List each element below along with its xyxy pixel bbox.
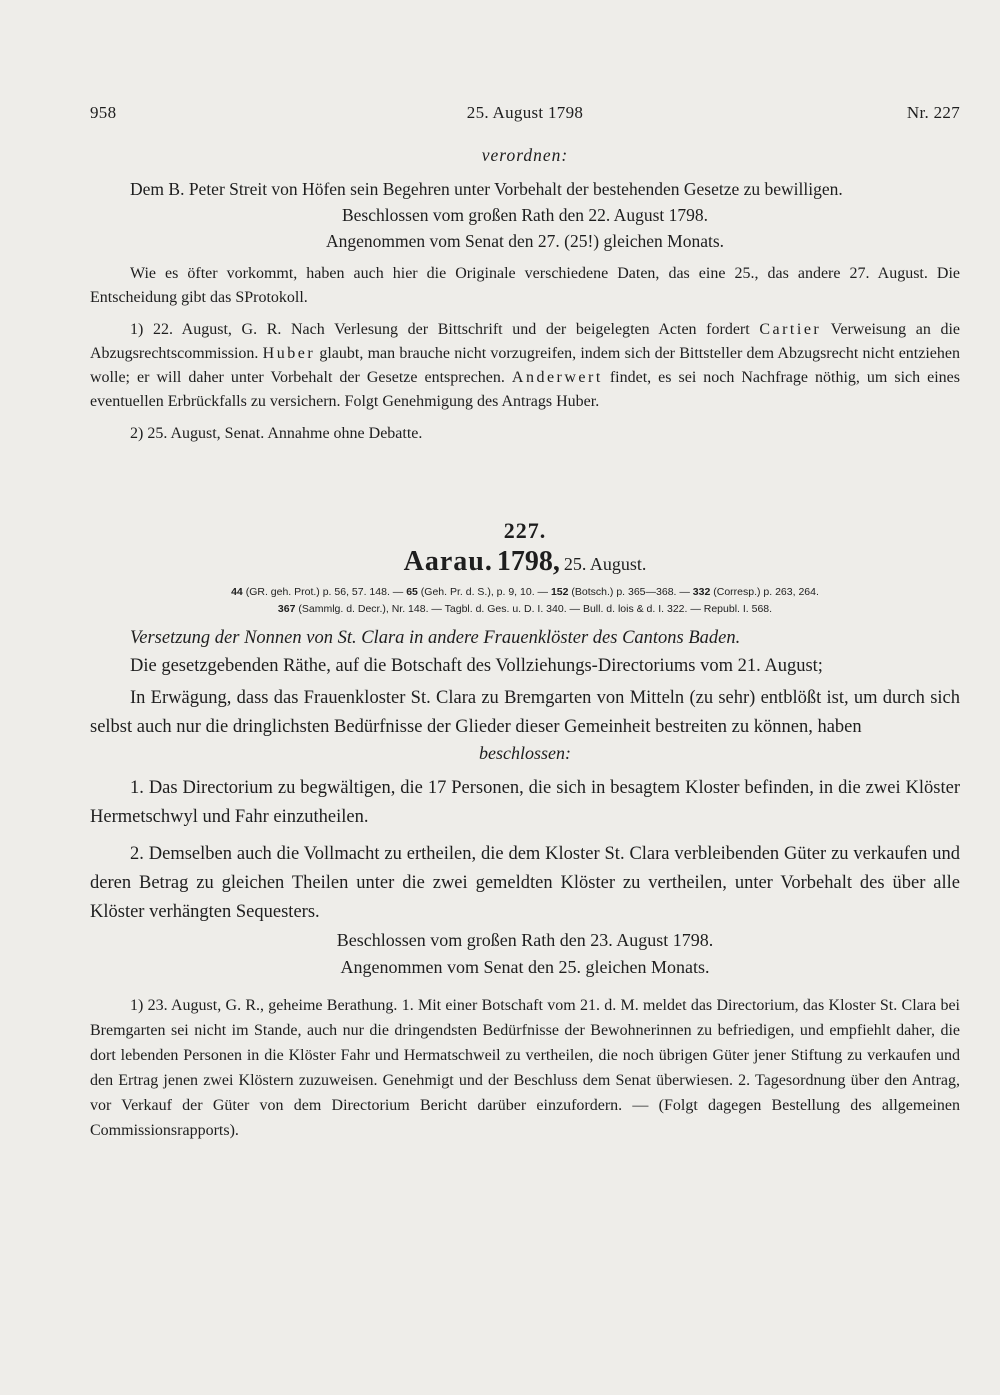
sources-line-2 bbox=[90, 601, 960, 618]
source-number: 152 bbox=[550, 586, 569, 598]
speaker-cartier: Cartier bbox=[759, 321, 822, 338]
footnote-doc-227: 1) 23. August, G. R., geheime Berathung. 1. Mit einer Botschaft vom 21. d. M. meldet das Directorium, das Kloster St. Clara bei Bremgarten sei nicht im Stande, auch nur die dringendsten Bedürfnisse der Bewohnerinnen zu befriedigen, und empfiehlt daher, die dort lebenden Personen in die Klöster Fahr und Hermatschweil zu vertheilen, die noch übrigen Güter jener Stiftung zu verkaufen und den Ertrag jenen zwei Klöstern zuzuweisen. Genehmigt und der Beschluss dem Senat überwiesen. 2. Tagesordnung über den Antrag, vor Verkauf der Güter von dem Directorium Bericht darüber einzufordern. — (Folgt dagegen Bestellung des allgemeinen Commissionsrapports). bbox=[90, 997, 960, 1139]
article-1: 1. Das Directorium zu begwältigen, die 17 Personen, die sich in besagtem Kloster befinden, in die zwei Klöster Hermetschwyl und Fahr einzutheilen. bbox=[90, 778, 960, 827]
beschlossen-line: Beschlossen vom großen Rath den 22. August 1798. bbox=[341, 205, 708, 225]
speaker-anderwert: Anderwert bbox=[511, 369, 603, 386]
day-month: 25. August. bbox=[563, 554, 647, 574]
footnote-2: 2) 25. August, Senat. Annahme ohne Debatte. bbox=[130, 425, 423, 442]
beschlossen-label: beschlossen: bbox=[479, 743, 571, 763]
previous-document-end bbox=[90, 142, 960, 446]
source-number: 332 bbox=[692, 586, 711, 598]
angenommen-line: Angenommen vom Senat den 27. (25!) gleichen Monats. bbox=[325, 231, 725, 251]
source-reference: (Sammlg. d. Decr.), Nr. 148. — Tagbl. d. Ges. u. D. I. 340. — Bull. d. lois & d. I. 322. — Republ. I. 568. bbox=[295, 603, 773, 615]
verordnen-label: verordnen: bbox=[481, 145, 569, 165]
beschlossen-line-2: Beschlossen vom großen Rath den 23. August 1798. bbox=[336, 930, 714, 950]
footnote-1: 1) 22. August, G. R. Nach Verlesung der Bittschrift und der beigelegten Acten fordert Cartier Verweisung an die Abzugsrechtscommission. Huber glaubt, man brauche nicht vorzugreifen, indem sich der Bittsteller dem Abzugsrecht nicht entziehen wolle; er will daher unter Vorbehalt der Gesetze entsprechen. Anderwert findet, es sei noch Nachfrage nöthig, um sich eines eventuellen Erbrückfalls zu versichern. Folgt Genehmigung des Antrags Huber. bbox=[90, 321, 961, 410]
sources-line-1 bbox=[90, 584, 960, 601]
page-header bbox=[90, 103, 960, 127]
article-2: 2. Demselben auch die Vollmacht zu ertheilen, die dem Kloster St. Clara verbleibenden Güter zu verkaufen und deren Betrag zu gleichen Theilen unter die zwei gemeldten Klöster zu vertheilen, unter Vorbehalt des über alle Klöster verhängten Sequesters. bbox=[90, 844, 960, 922]
header-document-number: Nr. 227 bbox=[906, 103, 960, 122]
dateline bbox=[90, 546, 960, 578]
speaker-huber: Huber bbox=[262, 345, 316, 362]
document-number: 227. bbox=[503, 518, 547, 543]
editorial-note: Wie es öfter vorkommt, haben auch hier die Originale verschiedene Daten, das eine 25., das andere 27. August. Die Entscheidung gibt das SProtokoll. bbox=[90, 265, 960, 306]
source-reference: (Corresp.) p. 263, 264. bbox=[710, 586, 819, 598]
year: 1798, bbox=[496, 546, 560, 577]
angenommen-line-2: Angenommen vom Senat den 25. gleichen Monats. bbox=[340, 957, 710, 977]
page-number: 958 bbox=[90, 103, 117, 122]
place: Aarau. bbox=[403, 546, 493, 577]
considering-paragraph: In Erwägung, dass das Frauenkloster St. Clara zu Bremgarten von Mitteln (zu sehr) entblößt ist, um durch sich selbst auch nur die dringlichsten Bedürfnisse der Glieder dieser Gemeinheit bestreiten zu können, haben bbox=[90, 688, 960, 737]
source-reference: (GR. geh. Prot.) p. 56, 57. 148. — bbox=[242, 586, 407, 598]
source-number: 65 bbox=[406, 586, 418, 598]
sources bbox=[90, 584, 960, 618]
header-date: 25. August 1798 bbox=[466, 103, 584, 122]
source-reference: (Botsch.) p. 365—368. — bbox=[568, 586, 693, 598]
source-number: 367 bbox=[277, 603, 296, 615]
preamble: Die gesetzgebenden Räthe, auf die Botschaft des Vollziehungs-Directoriums vom 21. August; bbox=[130, 656, 823, 676]
decision-paragraph: Dem B. Peter Streit von Höfen sein Begehren unter Vorbehalt der bestehenden Gesetze zu bewilligen. bbox=[130, 179, 843, 199]
source-reference: (Geh. Pr. d. S.), p. 9, 10. — bbox=[417, 586, 551, 598]
document-227 bbox=[90, 518, 960, 1143]
document-title: Versetzung der Nonnen von St. Clara in andere Frauenklöster des Cantons Baden. bbox=[130, 628, 741, 648]
source-number: 44 bbox=[231, 586, 243, 598]
